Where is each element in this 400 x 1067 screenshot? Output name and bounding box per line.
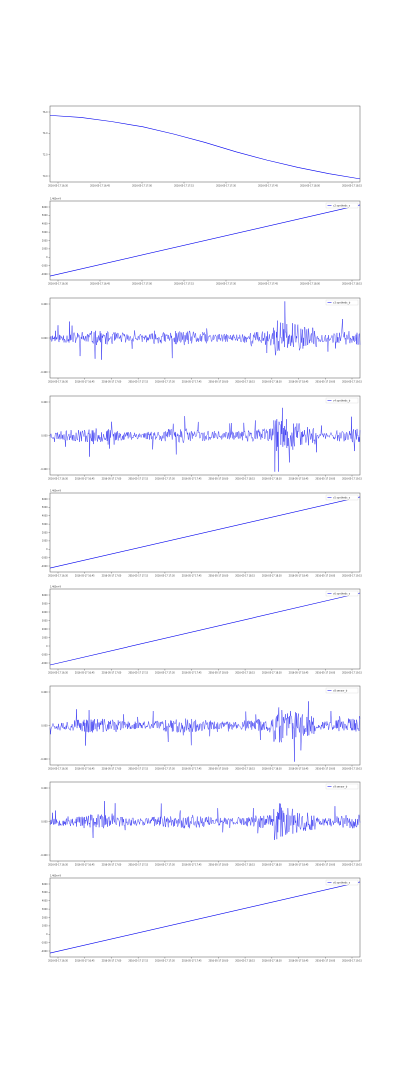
x-tick-label: 2016-05-17 17:00 [101,863,122,867]
y-tick-label: 2000 [41,531,48,535]
y-tick-label: -0.400 [40,467,48,471]
x-tick-label: 2016-05-17 18:15 [342,282,362,286]
x-tick-label: 2016-05-17 18:15 [235,574,255,578]
x-tick-label: 2016-05-17 19:00 [315,671,336,675]
y-tick-label: 4000 [41,222,48,226]
x-tick-label: 2016-05-17 19:15 [342,574,362,578]
chart-panel-6 [41,586,362,675]
x-tick-label: 2016-05-17 18:30 [261,959,282,963]
y-tick-label: 0 [46,933,48,937]
x-tick-label: 2016-05-17 19:00 [315,767,336,771]
x-tick-label: 2016-05-17 17:15 [128,767,149,771]
x-tick-label: 2016-05-17 16:30 [48,184,68,188]
x-tick-label: 2016-05-17 19:00 [315,863,336,867]
x-tick-label: 2016-05-17 18:45 [288,863,309,867]
x-tick-label: 2016-05-17 19:00 [315,477,336,481]
y-tick-label: 3000 [41,619,48,623]
x-tick-label: 2016-05-17 18:45 [288,671,309,675]
y-tick-label: 3000 [41,522,48,526]
plot-frame [50,396,360,475]
x-tick-label: 2016-05-17 17:45 [181,671,202,675]
x-tick-label: 2016-05-17 17:15 [174,282,194,286]
y-tick-label: -2000 [41,949,48,953]
y-tick-label: -0.400 [40,370,48,374]
y-tick-label: 0.000 [41,820,48,824]
x-tick-label: 2016-05-17 18:00 [208,574,229,578]
y-tick-label: 1000 [41,247,48,251]
x-tick-label: 2016-05-17 17:30 [155,477,175,481]
x-tick-label: 2016-05-17 17:30 [155,574,175,578]
legend-label: c4 synthetic_b [333,399,351,403]
x-tick-label: 2016-05-17 18:00 [208,863,229,867]
y-tick-label: 5000 [41,506,48,510]
y-tick-label: 2000 [41,627,48,631]
y-tick-label: 5000 [41,214,48,218]
legend-label: c3 synthetic_b [333,301,351,305]
y-tick-label: -2000 [41,661,48,665]
x-tick-label: 2016-05-17 17:15 [174,184,194,188]
x-tick-label: 2016-05-17 19:00 [315,380,336,384]
axis-offset-text: 1.463e+9 [50,585,61,589]
x-tick-label: 2016-05-17 19:15 [342,959,362,963]
x-tick-label: 2016-05-17 17:45 [181,380,202,384]
legend-label: c6 synthetic_s [333,881,351,885]
y-tick-label: 6000 [41,593,48,597]
x-tick-label: 2016-05-17 17:30 [155,863,175,867]
x-tick-label: 2016-05-17 16:45 [90,184,110,188]
legend-label: c5 synthetic_s [333,496,351,500]
y-tick-label: 3000 [41,230,48,234]
x-tick-label: 2016-05-17 17:45 [181,863,202,867]
x-tick-label: 2016-05-17 18:45 [288,767,309,771]
x-tick-label: 2016-05-17 17:00 [132,184,152,188]
x-tick-label: 2016-05-17 16:45 [74,863,95,867]
chart-panel-8 [40,782,362,867]
x-tick-label: 2016-05-17 17:15 [128,380,149,384]
x-tick-label: 2016-05-17 16:30 [48,767,68,771]
x-tick-label: 2016-05-17 17:30 [155,671,175,675]
x-tick-label: 2016-05-17 16:30 [48,477,68,481]
chart-panel-7 [40,686,362,771]
y-tick-label: -1000 [41,653,48,657]
x-tick-label: 2016-05-17 18:45 [288,574,309,578]
y-tick-label: -2000 [41,564,48,568]
x-tick-label: 2016-05-17 17:30 [216,282,236,286]
legend-label: c8 sensor_b [333,689,348,693]
y-tick-label: 1000 [41,636,48,640]
y-tick-label: 4000 [41,514,48,518]
y-tick-label: 76.0 [42,110,48,114]
x-tick-label: 2016-05-17 16:30 [48,959,68,963]
x-tick-label: 2016-05-17 18:45 [288,959,309,963]
y-tick-label: 1000 [41,924,48,928]
y-tick-label: -1000 [41,941,48,945]
x-tick-label: 2016-05-17 16:45 [74,477,95,481]
y-tick-label: -0.400 [40,853,48,857]
x-tick-label: 2016-05-17 17:15 [128,863,149,867]
y-tick-label: 6000 [41,882,48,886]
y-tick-label: 6000 [41,205,48,209]
x-tick-label: 2016-05-17 17:00 [101,959,122,963]
x-tick-label: 2016-05-17 18:30 [261,671,282,675]
x-tick-label: 2016-05-17 18:30 [261,863,282,867]
x-tick-label: 2016-05-17 17:45 [181,767,202,771]
x-tick-label: 2016-05-17 16:30 [48,671,68,675]
x-tick-label: 2016-05-17 16:30 [48,380,68,384]
x-tick-label: 2016-05-17 16:30 [48,282,68,286]
y-tick-label: 5000 [41,602,48,606]
x-tick-label: 2016-05-17 17:45 [181,959,202,963]
axis-offset-text: 1.463e+9 [50,197,61,201]
y-tick-label: 0 [46,644,48,648]
x-tick-label: 2016-05-17 18:15 [235,671,255,675]
y-tick-label: 0.400 [41,400,48,404]
y-tick-label: 0.400 [41,786,48,790]
x-tick-label: 2016-05-17 18:00 [208,477,229,481]
x-tick-label: 2016-05-17 18:00 [300,184,320,188]
x-tick-label: 2016-05-17 17:00 [132,282,152,286]
y-tick-label: 4000 [41,899,48,903]
x-tick-label: 2016-05-17 18:30 [261,574,282,578]
x-tick-label: 2016-05-17 18:15 [235,477,255,481]
x-tick-label: 2016-05-17 16:45 [90,282,110,286]
x-tick-label: 2016-05-17 18:15 [235,767,255,771]
chart-panel-9 [41,875,362,963]
x-tick-label: 2016-05-17 17:00 [101,671,122,675]
chart-panel-3 [40,298,362,384]
x-tick-label: 2016-05-17 17:15 [128,574,149,578]
axis-offset-text: 1.463e+9 [50,489,61,493]
x-tick-label: 2016-05-17 16:45 [74,767,95,771]
x-tick-label: 2016-05-17 18:00 [208,959,229,963]
x-tick-label: 2016-05-17 17:45 [181,477,202,481]
x-tick-label: 2016-05-17 17:00 [101,574,122,578]
x-tick-label: 2016-05-17 18:30 [261,380,282,384]
x-tick-label: 2016-05-17 17:30 [155,380,175,384]
chart-panel-2 [41,198,362,286]
x-tick-label: 2016-05-17 17:15 [128,959,149,963]
y-tick-label: 70.0 [42,174,48,178]
x-tick-label: 2016-05-17 17:30 [155,767,175,771]
legend-label: c2 synthetic_s [333,204,351,208]
x-tick-label: 2016-05-17 18:30 [261,477,282,481]
y-tick-label: 3000 [41,907,48,911]
x-tick-label: 2016-05-17 16:30 [48,574,68,578]
x-tick-label: 2016-05-17 17:15 [128,477,149,481]
x-tick-label: 2016-05-17 17:30 [155,959,175,963]
x-tick-label: 2016-05-17 16:30 [48,863,68,867]
y-tick-label: 72.0 [42,153,48,157]
y-tick-label: 2000 [41,916,48,920]
legend-label: c9 sensor_b [333,785,348,789]
x-tick-label: 2016-05-17 18:00 [208,380,229,384]
x-tick-label: 2016-05-17 17:15 [128,671,149,675]
x-tick-label: 2016-05-17 19:00 [315,574,336,578]
x-tick-label: 2016-05-17 18:15 [342,184,362,188]
x-tick-label: 2016-05-17 18:45 [288,380,309,384]
x-tick-label: 2016-05-17 18:15 [235,863,255,867]
plot-frame [50,298,360,378]
chart-panel-5 [41,490,362,578]
y-tick-label: 1000 [41,539,48,543]
x-tick-label: 2016-05-17 18:00 [300,282,320,286]
x-tick-label: 2016-05-17 16:45 [74,959,95,963]
axis-offset-text: 1.463e+9 [50,874,61,878]
y-tick-label: -1000 [41,556,48,560]
y-tick-label: 0 [46,256,48,260]
x-tick-label: 2016-05-17 18:30 [261,767,282,771]
y-tick-label: 0.400 [41,302,48,306]
chart-panel-4 [40,396,362,481]
x-tick-label: 2016-05-17 18:45 [288,477,309,481]
y-tick-label: 0.000 [41,336,48,340]
x-tick-label: 2016-05-17 17:00 [101,767,122,771]
x-tick-label: 2016-05-17 19:15 [342,671,362,675]
y-tick-label: 4000 [41,610,48,614]
y-tick-label: 0.400 [41,690,48,694]
y-tick-label: -1000 [41,264,48,268]
x-tick-label: 2016-05-17 17:30 [216,184,236,188]
x-tick-label: 2016-05-17 16:45 [74,574,95,578]
x-tick-label: 2016-05-17 16:45 [74,671,95,675]
x-tick-label: 2016-05-17 17:00 [101,477,122,481]
x-tick-label: 2016-05-17 17:45 [258,184,278,188]
x-tick-label: 2016-05-17 19:15 [342,767,362,771]
x-tick-label: 2016-05-17 17:00 [101,380,122,384]
chart-panel-1 [43,106,363,188]
x-tick-label: 2016-05-17 17:45 [181,574,202,578]
x-tick-label: 2016-05-17 16:45 [74,380,95,384]
x-tick-label: 2016-05-17 19:15 [342,477,362,481]
y-tick-label: 6000 [41,497,48,501]
x-tick-label: 2016-05-17 18:15 [235,959,255,963]
y-tick-label: 2000 [41,239,48,243]
x-tick-label: 2016-05-17 18:15 [235,380,255,384]
y-tick-label: -0.400 [40,757,48,761]
x-tick-label: 2016-05-17 18:00 [208,767,229,771]
y-tick-label: -2000 [41,272,48,276]
y-tick-label: 5000 [41,891,48,895]
y-tick-label: 0.000 [41,724,48,728]
y-tick-label: 0.000 [41,434,48,438]
y-tick-label: 0 [46,548,48,552]
legend-label: c6 synthetic_s [333,592,351,596]
y-tick-label: 74.0 [42,132,48,136]
x-tick-label: 2016-05-17 19:00 [315,959,336,963]
x-tick-label: 2016-05-17 19:15 [342,380,362,384]
x-tick-label: 2016-05-17 18:00 [208,671,229,675]
x-tick-label: 2016-05-17 17:45 [258,282,278,286]
x-tick-label: 2016-05-17 19:15 [342,863,362,867]
